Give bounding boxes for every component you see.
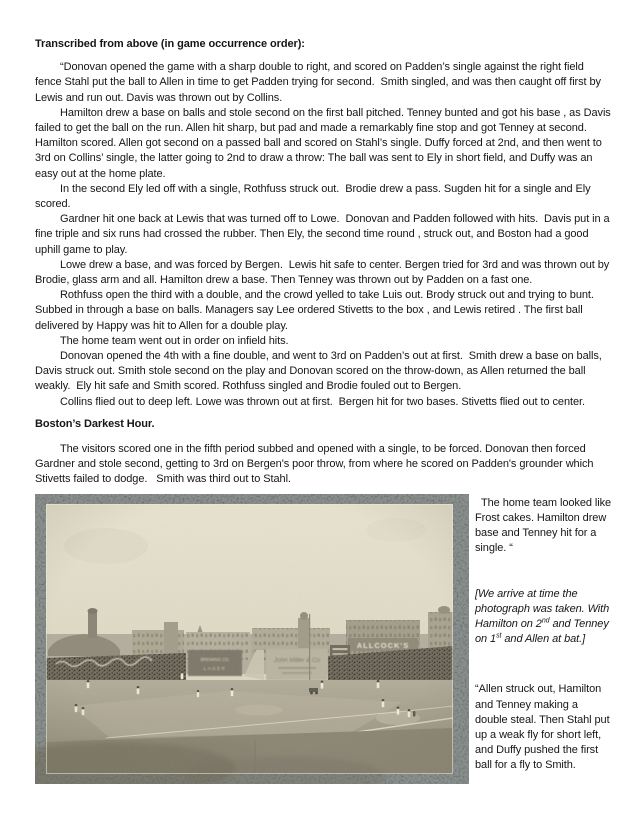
transcription-paragraph: Lowe drew a base, and was forced by Bergen. Lewis hit safe to center. Bergen tried for 3rd and was thrown out by Brodie, glass arm and all. Hamilton drew a base. Then Tenney was thrown out by Padden on a fast one. — [35, 258, 613, 287]
transcription-paragraph: Rothfuss open the third with a double, and the crowd yelled to take Luis out. Brody struck out and trying to bunt. Subbed in through a base on balls. Managers say Lee ordered Stivetts to the box , and Lewis retired . The first ball delivered by Happy was hit to Allen for a double play. — [35, 289, 597, 332]
heading-darkest-hour: Boston’s Darkest Hour. — [35, 417, 155, 430]
transcription-paragraph: Donovan opened the 4th with a fine double, and went to 3rd on Padden’s out at first. Smith drew a base on balls, Davis struck out. Smith stole second on the play and Donovan scored on the throw-down, as Allen returned the ball weakly. Ely hit safe and Smith scored. Rothfuss singled and Brodie fouled out to Bergen. — [35, 350, 605, 393]
photo-vignette — [46, 504, 453, 774]
photo-sidebar-text — [475, 494, 615, 784]
transcription-paragraph: Hamilton drew a base on balls and stole second on the first ball pitched. Tenney bunted and got his base , as Davis failed to get the ball on the run. Allen hit sharp, but pad and made a remarkably fine stop and got Tenney at second. Hamilton scored. Allen got second on a passed ball and scored on Stahl’s single. Duffy forced at 2nd, and then went to 3rd on Collins’ single, the latter going to 2nd to draw a throw: The ball was sent to Ely in short field, and Duffy was an easy out at the home plate. — [35, 106, 614, 180]
sidebar-paragraph-3: “Allen struck out, Hamilton and Tenney making a double steal. Then Stahl put up a weak fly for short left, and Duffy pushed the first ball for a fly to Smith. — [475, 683, 613, 772]
ballpark-photo-svg — [35, 494, 469, 784]
sidebar-paragraph-1: The home team looked like Frost cakes. Hamilton drew base and Tenney hit for a single. “ — [475, 496, 615, 555]
transcription-paragraph: The home team went out in order on infield hits. — [60, 334, 289, 347]
ordinal-superscript: st — [496, 632, 502, 640]
transcription-paragraph: Gardner hit one back at Lewis that was turned off to Lowe. Donovan and Padden followed with hits. Davis put in a fine triple and six runs had crossed the rubber. Then Ely, the second time round , struck out, and Boston had a good uphill game to play. — [35, 213, 613, 256]
ballpark-photograph — [35, 494, 469, 784]
transcription-paragraph: Collins flied out to deep left. Lowe was thrown out at first. Bergen hit for two bases. Stivetts flied out to center. — [60, 395, 585, 408]
sidebar-photo-note — [475, 587, 612, 648]
note-part: [We arrive at time the photograph was taken. With Hamilton on 2 — [475, 587, 613, 630]
note-part: and Tenney on 1 — [475, 617, 612, 646]
ordinal-superscript: nd — [541, 617, 550, 625]
transcription-paragraph: “Donovan opened the game with a sharp double to right, and scored on Padden’s single against the right field fence Stahl put the ball to Allen in time to get Padden trying for second. Smith singled, and was then caught off first by Lewis and run out. Davis was thrown out by Collins. — [35, 61, 604, 104]
note-part: and Allen at bat.] — [501, 633, 586, 646]
heading-transcribed: Transcribed from above (in game occurrence order): — [35, 38, 305, 50]
darkest-hour-paragraph: The visitors scored one in the fifth period subbed and opened with a single, to be forced. Donovan then forced Gardner and stole second, getting to 3rd on Bergen's poor throw, from where he scored on Padden's grounder which Stivetts failed to dodge. Smith was third out to Stahl. — [35, 443, 597, 486]
transcription-paragraph: In the second Ely led off with a single, Rothfuss struck out. Brodie drew a pass. Sugden hit for a single and Ely scored. — [35, 182, 594, 211]
photo-section — [35, 494, 615, 784]
photo-inner — [35, 504, 453, 784]
